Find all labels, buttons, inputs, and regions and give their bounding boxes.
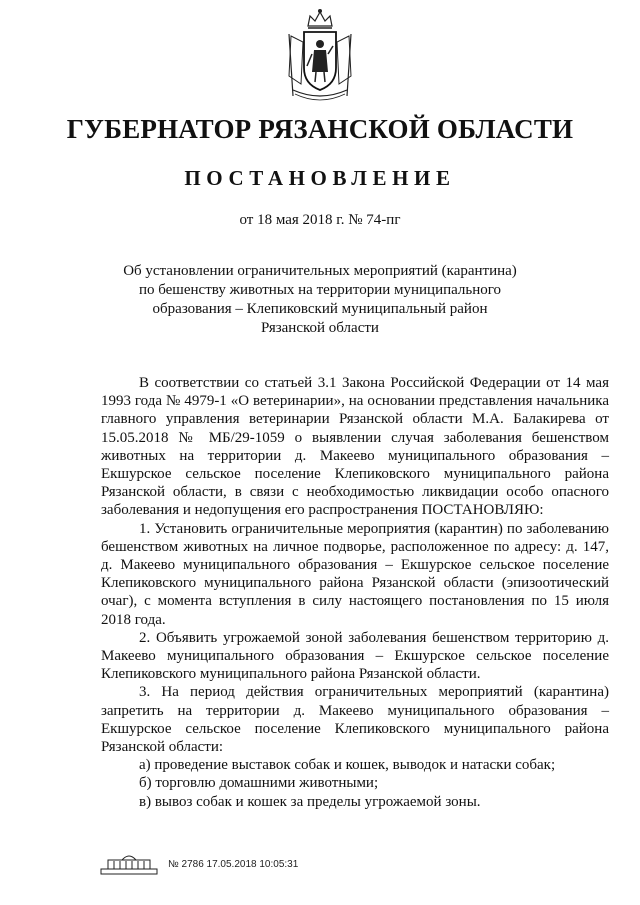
clause-3c-item: в) вывоз собак и кошек за пределы угрожаемой зоны. [139,793,481,810]
clause-1-paragraph: 1. Установить ограничительные мероприятия (карантин) по заболеванию бешенством животных на личное подворье, расположенное по адресу: д. 147, д. Макеево муниципального образования – Екшурское сельское поселение Клепиковского муниципального района Рязанской области (эпизоотический очаг), с момента вступления в силу настоящего постановления по 15 июля 2018 года. [101,520,609,628]
document-date-number: от 18 мая 2018 г. № 74-пг [239,212,401,228]
clause-2-paragraph: 2. Объявить угрожаемой зоной заболевания бешенством территорию д. Макеево муниципального образования – Екшурское сельское поселение Клепиковского муниципального района Рязанской области. [101,629,609,683]
clause-3a-item: а) проведение выставок собак и кошек, выводок и натаски собак; [139,757,556,774]
subject-line: образования – Клепиковский муниципальный район Рязанской области [152,301,488,336]
clause-3-paragraph: 3. На период действия ограничительных мероприятий (карантина) запретить на территории д. Макеево муниципального образования – Екшурское сельское поселение Клепиковского муниципального района Рязанской области: [101,684,609,756]
issuer-title: ГУБЕРНАТОР РЯЗАНСКОЙ ОБЛАСТИ [66,114,574,144]
clause-3b-item: б) торговлю домашними животными; [139,775,379,792]
registration-number: № 2786 17.05.2018 10:05:31 [168,858,299,870]
document-body [101,374,609,811]
subject-line: Об установлении ограничительных мероприятий (карантина) [123,263,517,279]
registration-footer [100,851,298,877]
preamble-paragraph: В соответствии со статьей 3.1 Закона Российской Федерации от 14 мая 1993 года № 4979-1 «О ветеринарии», на основании представления начальника главного управления ветеринарии Рязанской области М.А. Балакирева от 15.05.2018 № МБ/29-1059 о выявлении случая заболевания бешенством животных на территории д. Макеево муниципального образования – Екшурское сельское поселение Клепиковского муниципального района Рязанской области, в связи с необходимостью ликвидации особо опасного заболевания и недопущения его распространения ПОСТАНОВЛЯЮ: [101,375,609,519]
document-type: ПОСТАНОВЛЕНИЕ [184,166,456,190]
building-stamp-icon [100,851,158,877]
coat-of-arms-emblem [283,6,357,104]
subject-line: по бешенству животных на территории муниципального [138,282,502,298]
document-subject [120,262,520,338]
